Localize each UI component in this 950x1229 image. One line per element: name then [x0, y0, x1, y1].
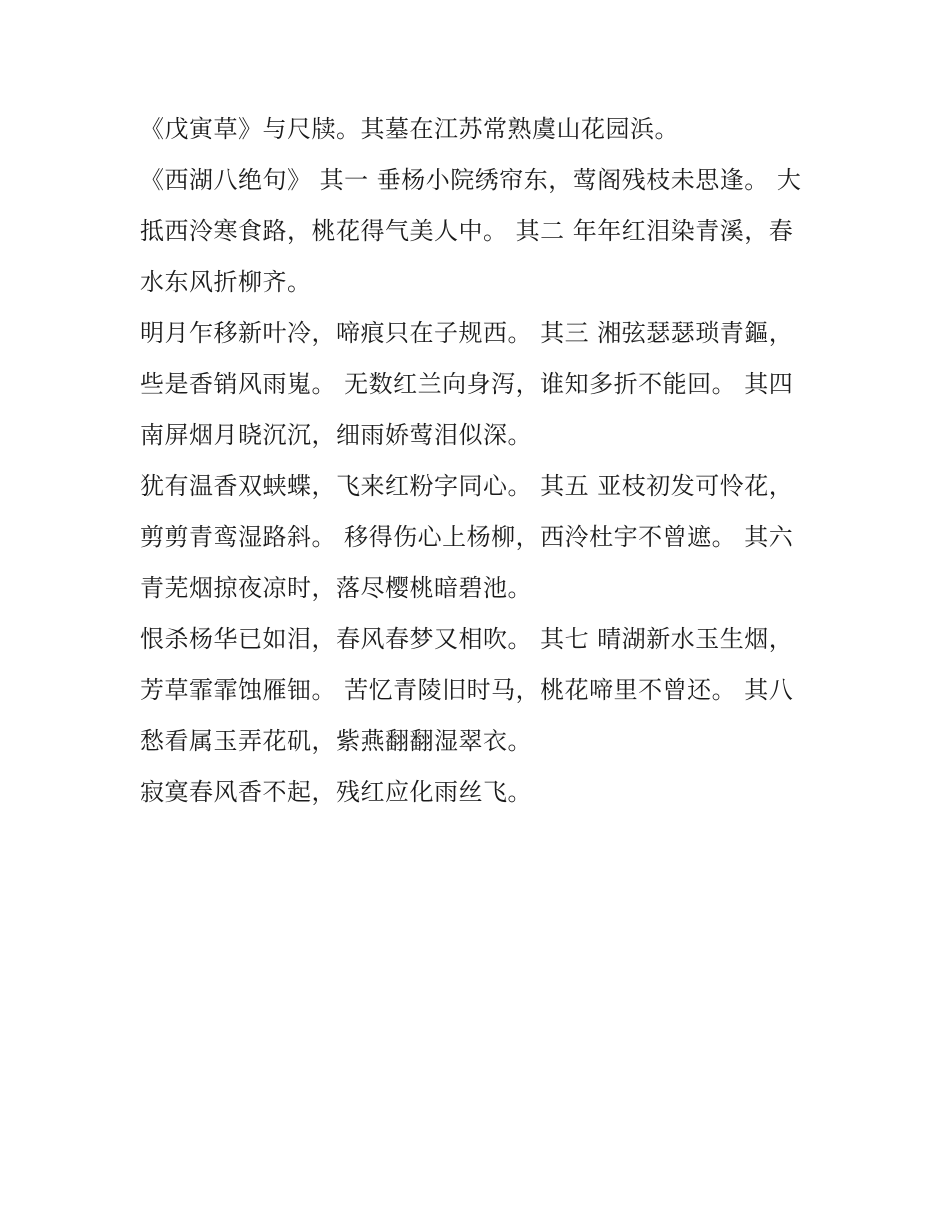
- text-line-10: 青芜烟掠夜凉时，落尽樱桃暗碧池。: [140, 574, 532, 602]
- text-line-13: 愁看属玉弄花矶，紫燕翻翻湿翠衣。: [140, 727, 532, 755]
- text-line-9: 剪剪青鸾湿路斜。 移得伤心上杨柳，西泠杜宇不曾遮。 其六: [140, 523, 794, 551]
- text-line-2: 《西湖八绝句》 其一 垂杨小院绣帘东，莺阁残枝未思逢。 大: [140, 166, 802, 194]
- text-line-6: 些是香销风雨嵬。 无数红兰向身泻，谁知多折不能回。 其四: [140, 370, 794, 398]
- text-line-14: 寂寞春风香不起，残红应化雨丝飞。: [140, 778, 532, 806]
- text-line-8: 犹有温香双蛱蝶，飞来红粉字同心。 其五 亚枝初发可怜花，: [140, 472, 794, 500]
- text-line-4: 水东风折柳齐。: [140, 268, 312, 296]
- text-line-7: 南屏烟月晓沉沉，细雨娇莺泪似深。: [140, 421, 532, 449]
- text-line-12: 芳草霏霏蚀雁钿。 苦忆青陵旧时马，桃花啼里不曾还。 其八: [140, 676, 794, 704]
- text-line-1: 《戊寅草》与尺牍。其墓在江苏常熟虞山花园浜。: [140, 115, 679, 143]
- text-line-5: 明月乍移新叶冷，啼痕只在子规西。 其三 湘弦瑟瑟琐青鏂，: [140, 319, 794, 347]
- text-line-11: 恨杀杨华已如泪，春风春梦又相吹。 其七 晴湖新水玉生烟，: [140, 625, 794, 653]
- document-body: [140, 104, 820, 818]
- text-line-3: 抵西泠寒食路，桃花得气美人中。 其二 年年红泪染青溪，春: [140, 217, 794, 245]
